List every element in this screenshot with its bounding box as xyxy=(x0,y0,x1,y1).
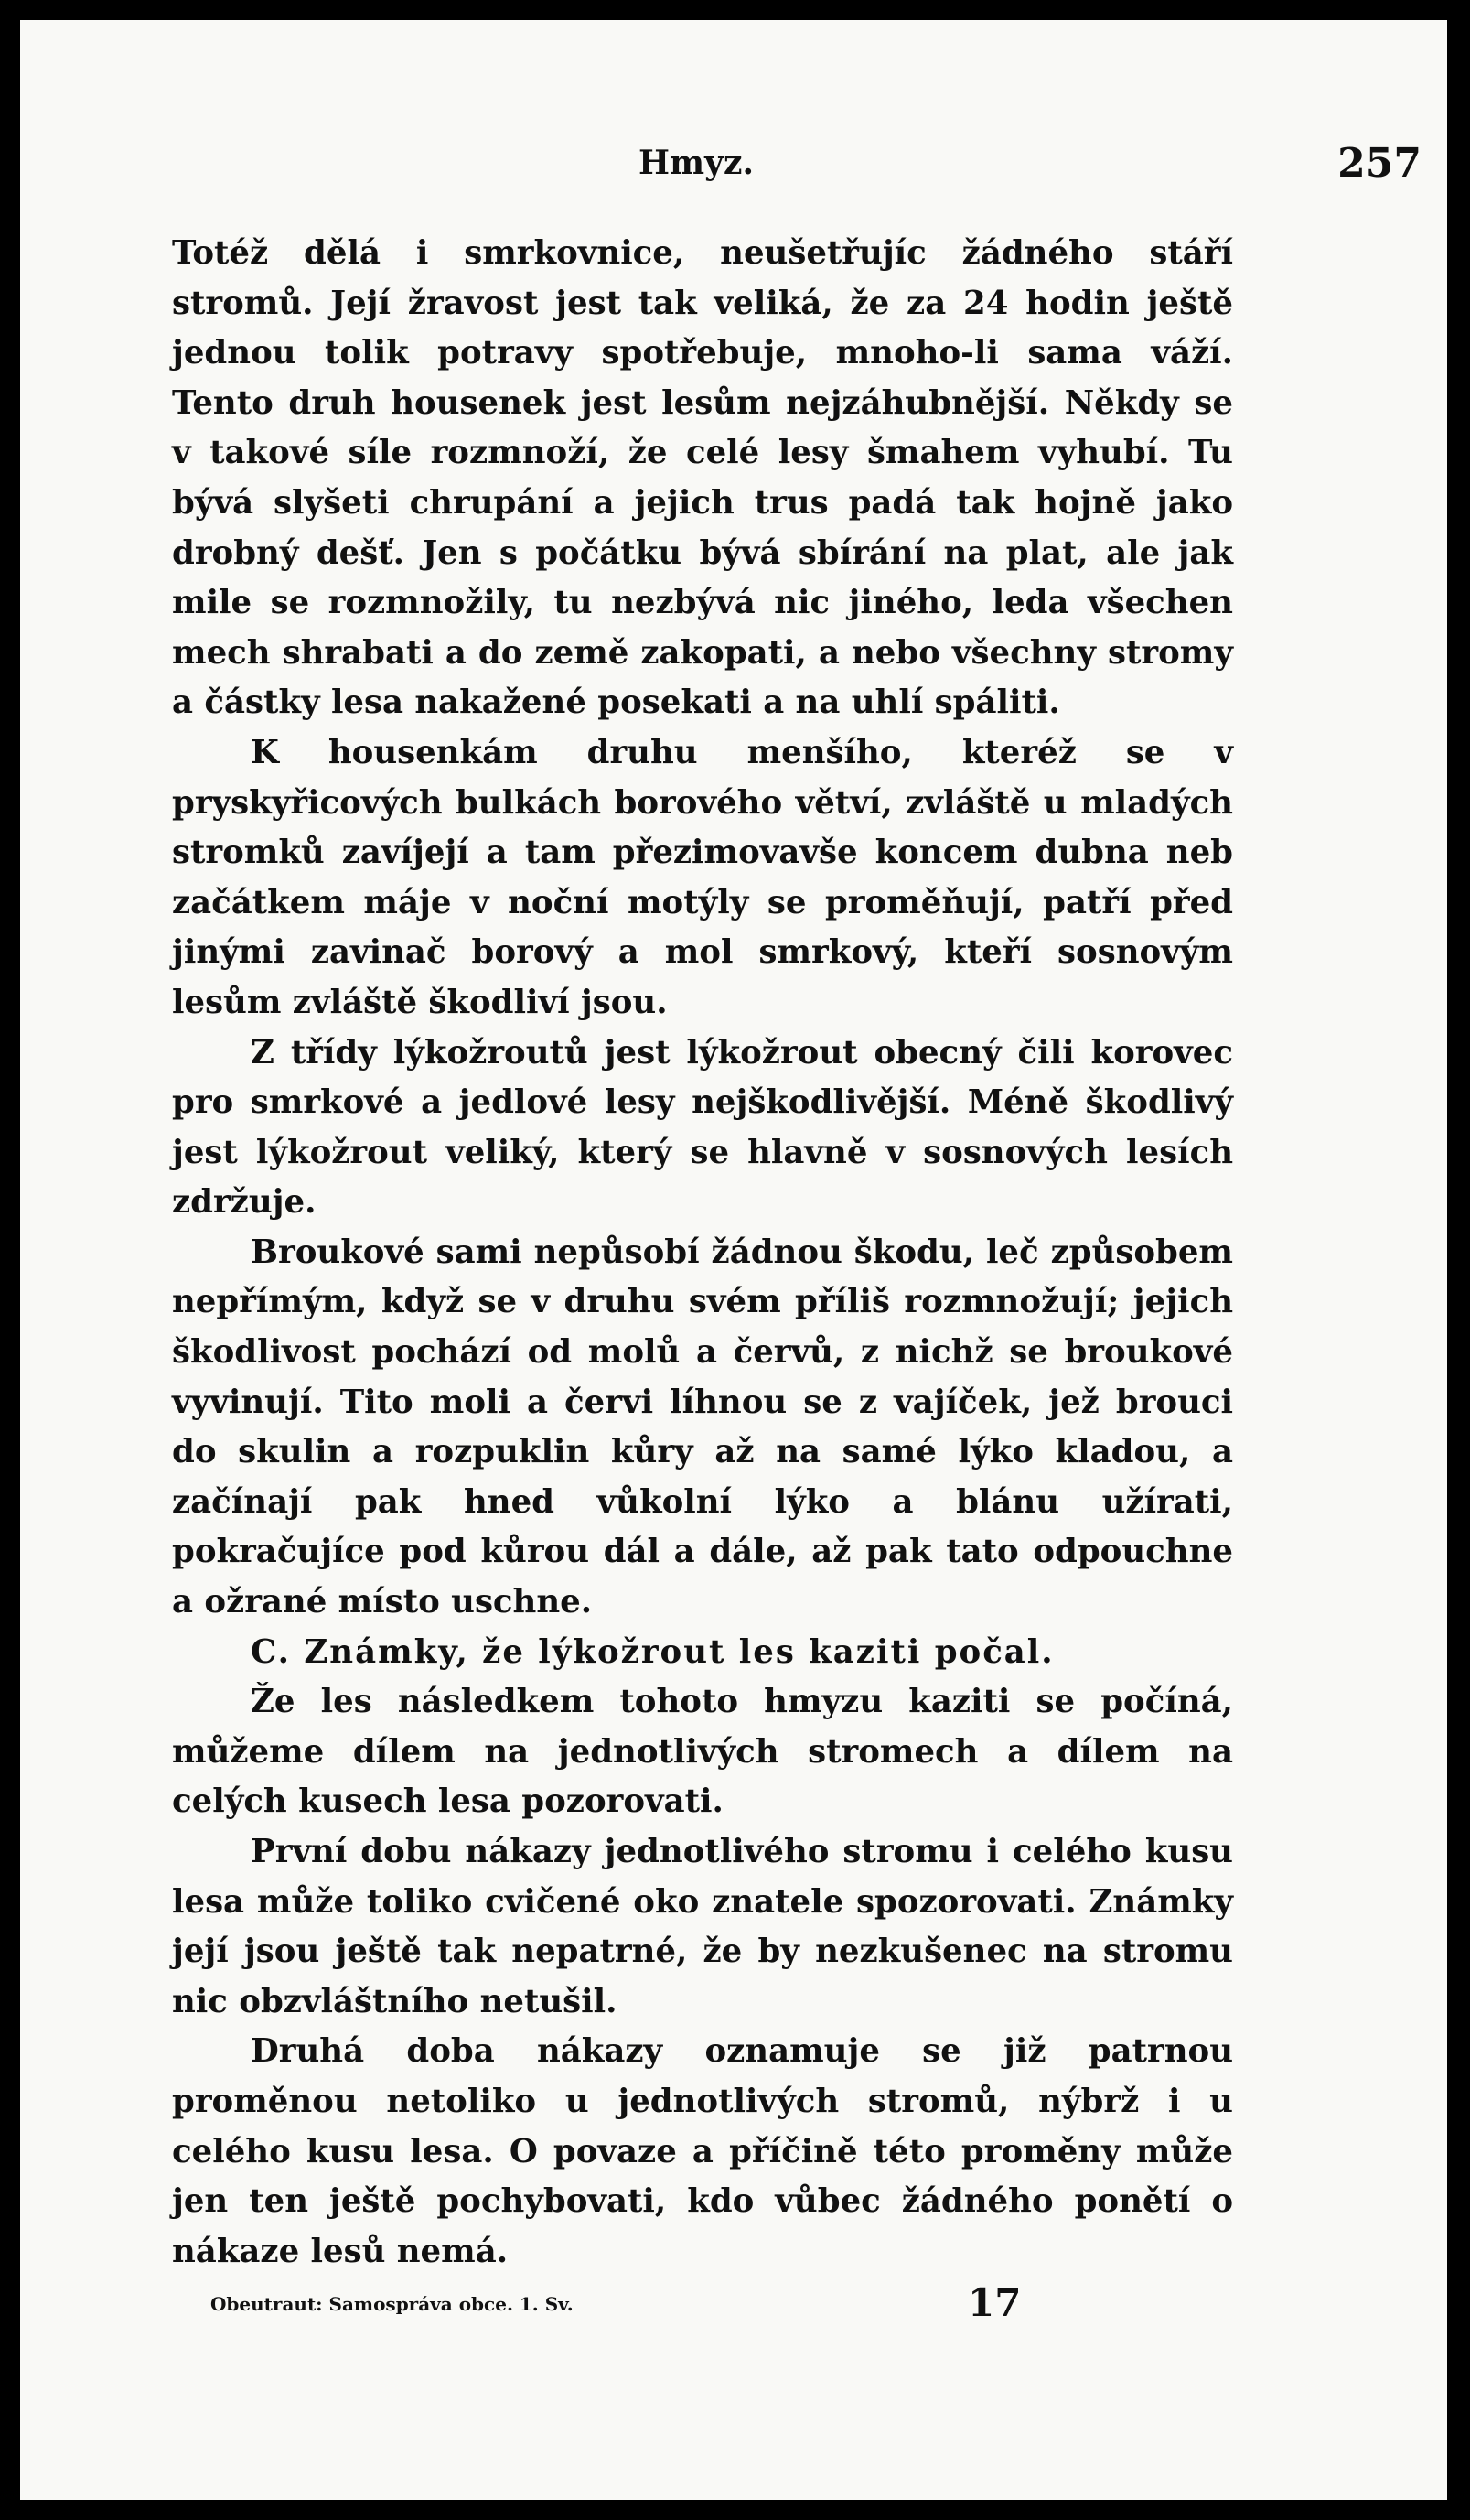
page-number: 257 xyxy=(1337,140,1422,187)
page-footer xyxy=(20,2280,1447,2335)
paragraph: Že les následkem tohoto hmyzu kaziti se počíná, můžeme dílem na jednotlivých stromech a dílem na celých kusech lesa pozorovati. xyxy=(172,1683,1233,1821)
paragraph: K housenkám druhu menšího, kteréž se v pryskyřicových bulkách borového větví, zvláště u mladých stromků zavíjejí a tam přezimovavše koncem dubna neb začátkem máje v noční motýly se proměňují, patří před jinými zavinač borový a mol smrkový, kteří sosnovým lesům zvláště škodliví jsou. xyxy=(172,733,1233,1021)
body-text xyxy=(172,229,1233,2277)
paragraph: První dobu nákazy jednotlivého stromu i celého kusu lesa může toliko cvičené oko znatele spozorovati. Známky její jsou ještě tak nepatrné, že by nezkušenec na stromu nic obzvláštního netušil. xyxy=(172,1833,1233,2020)
paragraph: Z třídy lýkožroutů jest lýkožrout obecný čili korovec pro smrkové a jedlové lesy nejškodlivější. Méně škodlivý jest lýkožrout veliký, který se hlavně v sosnových lesích zdržuje. xyxy=(172,1033,1233,1222)
running-head: Hmyz. xyxy=(638,144,754,182)
book-page xyxy=(20,20,1447,2500)
paragraph: Druhá doba nákazy oznamuje se již patrnou proměnou netoliko u jednotlivých stromů, nýbrž i u celého kusu lesa. O povaze a příčině této proměny může jen ten ještě pochybovati, kdo vůbec žádného ponětí o nákaze lesů nemá. xyxy=(172,2032,1233,2270)
paragraph: Totéž dělá i smrkovnice, neušetřujíc žádného stáří stromů. Její žravost jest tak veliká, že za 24 hodin ještě jednou tolik potravy spotřebuje, mnoho-li sama váží. Tento druh housenek jest lesům nejzáhubnější. Někdy se v takové síle rozmnoží, že celé lesy šmahem vyhubí. Tu bývá slyšeti chrupání a jejich trus padá tak hojně jako drobný dešť. Jen s počátku bývá sbírání na plat, ale jak mile se rozmnožily, tu nezbývá nic jiného, leda všechen mech shrabati a do země zakopati, a nebo všechny stromy a částky lesa nakažené posekati a na uhlí spáliti. xyxy=(172,234,1233,722)
section-heading: C. Známky, že lýkožrout les kaziti počal. xyxy=(251,1632,1055,1671)
signature-mark: 17 xyxy=(968,2280,1022,2325)
page-header xyxy=(20,140,1447,199)
paragraph: Broukové sami nepůsobí žádnou škodu, leč způsobem nepřímým, když se v druhu svém příliš rozmnožují; jejich škodlivost pochází od molů a červů, z nichž se broukové vyvinují. Tito moli a červi líhnou se z vajíček, jež brouci do skulin a rozpuklin kůry až na samé lýko kladou, a začínají pak hned vůkolní lýko a blánu užírati, pokračujíce pod kůrou dál a dále, až pak tato odpouchne a ožrané místo uschne. xyxy=(172,1233,1233,1621)
footer-note: Obeutraut: Samospráva obce. 1. Sv. xyxy=(210,2293,574,2315)
